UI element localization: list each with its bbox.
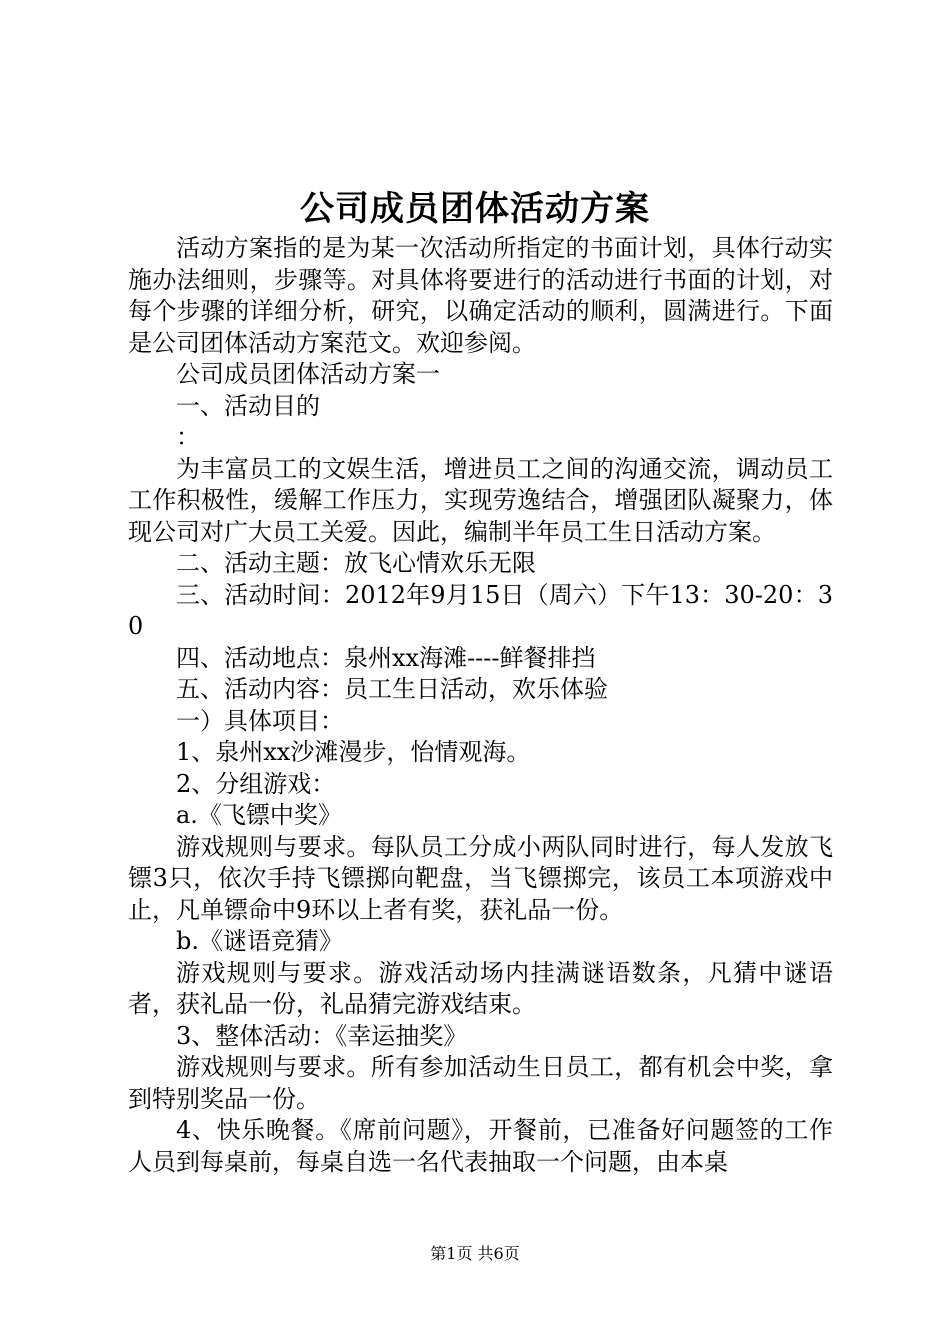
paragraph-game-a: a.《飞镖中奖》 — [176, 801, 342, 829]
paragraph-time: 三、活动时间：2012年9月15日（周六）下午13：30-20：30 — [128, 580, 833, 640]
paragraph-item-3: 3、整体活动：《幸运抽奖》 — [176, 1021, 468, 1050]
paragraph-theme: 二、活动主题：放飞心情欢乐无限 — [176, 549, 536, 577]
paragraph-item-1: 1、泉州xx沙滩漫步，怡情观海。 — [176, 738, 531, 766]
paragraph-item-3-rules: 游戏规则与要求。所有参加活动生日员工，都有机会中奖，拿到特别奖品一份。 — [128, 1053, 833, 1113]
paragraph-section-purpose: 一、活动目的 — [176, 391, 320, 420]
paragraph-items-heading: 一）具体项目： — [176, 706, 344, 735]
paragraph-content: 五、活动内容：员工生日活动，欢乐体验 — [176, 675, 608, 703]
paragraph-item-2: 2、分组游戏： — [176, 769, 336, 798]
paragraph-intro: 活动方案指的是为某一次活动所指定的书面计划，具体行动实施办法细则，步骤等。对具体将要进行的活动进行书面的计划，对每个步骤的详细分析，研究，以确定活动的顺利，圆满进行。下面是公司团体活动方案范文。欢迎参阅。 — [128, 234, 833, 357]
paragraph-game-b: b.《谜语竞猜》 — [176, 927, 343, 955]
document-title: 公司成员团体活动方案 — [300, 189, 650, 229]
paragraph-location: 四、活动地点：泉州xx海滩----鲜餐排挡 — [176, 643, 596, 672]
paragraph-colon: ： — [176, 423, 200, 451]
paragraph-game-b-rules: 游戏规则与要求。游戏活动场内挂满谜语数条，凡猜中谜语者，获礼品一份，礼品猜完游戏结束。 — [128, 958, 833, 1018]
paragraph-game-a-rules: 游戏规则与要求。每队员工分成小两队同时进行，每人发放飞镖3只，依次手持飞镖掷向靶盘，当飞镖掷完，该员工本项游戏中止，凡单镖命中9环以上者有奖，获礼品一份。 — [128, 832, 833, 924]
document-body — [128, 233, 833, 1178]
paragraph-item-4: 4、快乐晚餐。《席前问题》，开餐前，已准备好问题签的工作人员到每桌前，每桌自选一名代表抽取一个问题，由本桌 — [128, 1116, 833, 1176]
paragraph-purpose-text: 为丰富员工的文娱生活，增进员工之间的沟通交流，调动员工工作积极性，缓解工作压力，实现劳逸结合，增强团队凝聚力，体现公司对广大员工关爱。因此，编制半年员工生日活动方案。 — [128, 454, 833, 546]
paragraph-plan-one: 公司成员团体活动方案一 — [176, 360, 440, 388]
page-footer: 第1页 共6页 — [430, 1244, 520, 1263]
